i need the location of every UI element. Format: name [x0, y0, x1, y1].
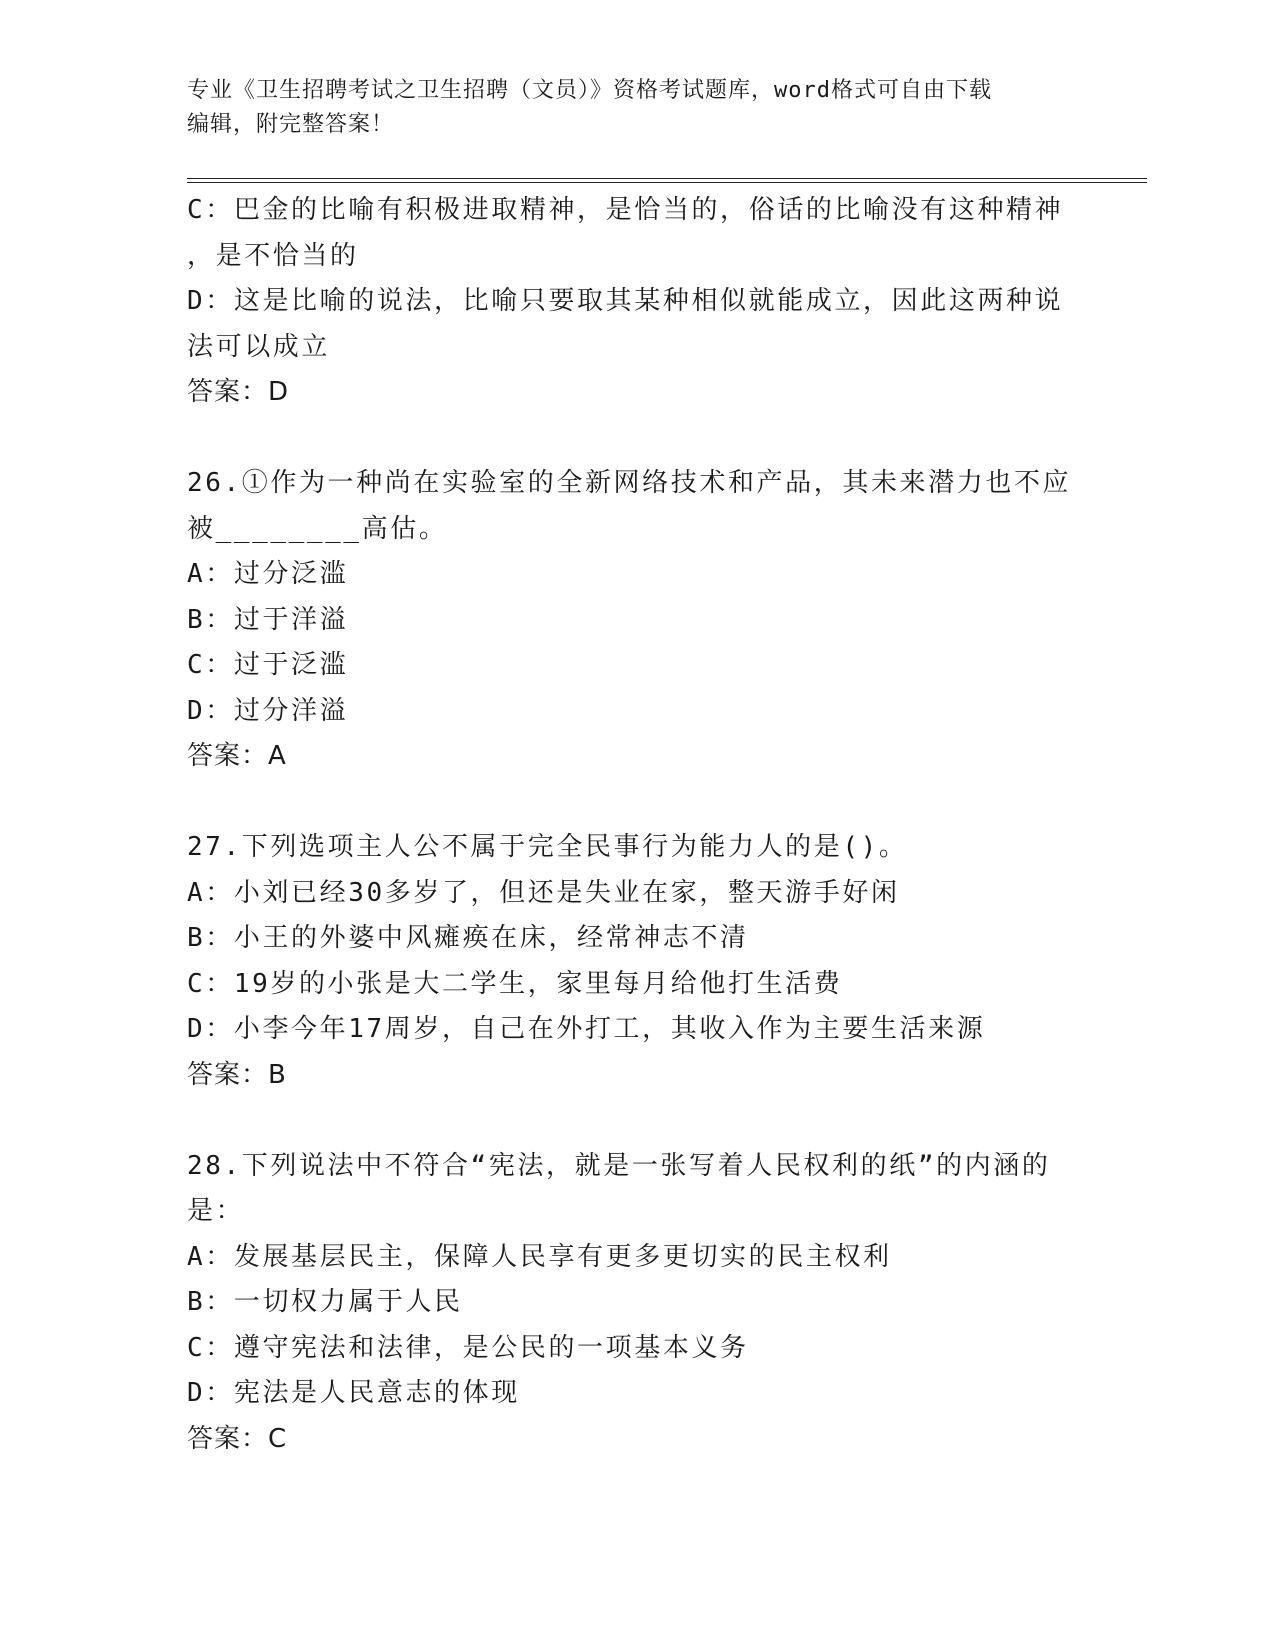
option-d-line-1: D：这是比喻的说法，比喻只要取其某种相似就能成立，因此这两种说: [187, 286, 1064, 316]
option-c: C：过于泛滥: [187, 650, 349, 680]
question-27: [187, 825, 1087, 1098]
question-stem-line-2: 是：: [187, 1196, 245, 1226]
option-c: C：遵守宪法和法律，是公民的一项基本义务: [187, 1332, 749, 1363]
option-b: B：过于洋溢: [187, 604, 349, 635]
option-a: A：发展基层民主，保障人民享有更多更切实的民主权利: [187, 1241, 892, 1272]
question-28: [187, 1144, 1087, 1463]
option-d-line-2: 法可以成立: [187, 331, 331, 362]
option-d: D：过分洋溢: [187, 695, 349, 726]
question-stem-line-1: 26.①作为一种尚在实验室的全新网络技术和产品，其未来潜力也不应: [187, 468, 1072, 498]
option-d: D：宪法是人民意志的体现: [187, 1378, 520, 1408]
document-header: [187, 74, 1087, 142]
answer-26: 答案：A: [187, 741, 287, 771]
header-line-1: 专业《卫生招聘考试之卫生招聘（文员）》资格考试题库，word格式可自由下载: [187, 78, 992, 103]
spacer: [187, 416, 1087, 462]
answer-28: 答案：C: [187, 1423, 288, 1454]
option-a: A：过分泛滥: [187, 559, 349, 589]
option-c-line-1: C：巴金的比喻有积极进取精神，是恰当的，俗话的比喻没有这种精神: [187, 195, 1064, 225]
option-c: C：19岁的小张是大二学生，家里每月给他打生活费: [187, 968, 843, 999]
option-d: D：小李今年17周岁，自己在外打工，其收入作为主要生活来源: [187, 1014, 986, 1044]
document-body: [187, 188, 1087, 1462]
spacer: [187, 780, 1087, 826]
header-divider: [187, 178, 1147, 183]
option-a: A：小刘已经30多岁了，但还是失业在家，整天游手好闲: [187, 877, 900, 908]
question-26: [187, 461, 1087, 780]
question-stem-line-1: 28.下列说法中不符合“宪法，就是一张写着人民权利的纸”的内涵的: [187, 1150, 1051, 1181]
question-stem: 27.下列选项主人公不属于完全民事行为能力人的是()。: [187, 832, 908, 862]
header-line-2: 编辑，附完整答案！: [187, 112, 395, 137]
answer-27: 答案：B: [187, 1059, 287, 1090]
question-25-tail: [187, 188, 1087, 416]
option-b: B：一切权力属于人民: [187, 1287, 463, 1317]
answer-25: 答案：D: [187, 377, 290, 407]
question-stem-line-2: 被________高估。: [187, 513, 448, 544]
spacer: [187, 1098, 1087, 1144]
option-c-line-2: ，是不恰当的: [187, 240, 359, 271]
option-b: B：小王的外婆中风瘫痪在床，经常神志不清: [187, 923, 749, 953]
